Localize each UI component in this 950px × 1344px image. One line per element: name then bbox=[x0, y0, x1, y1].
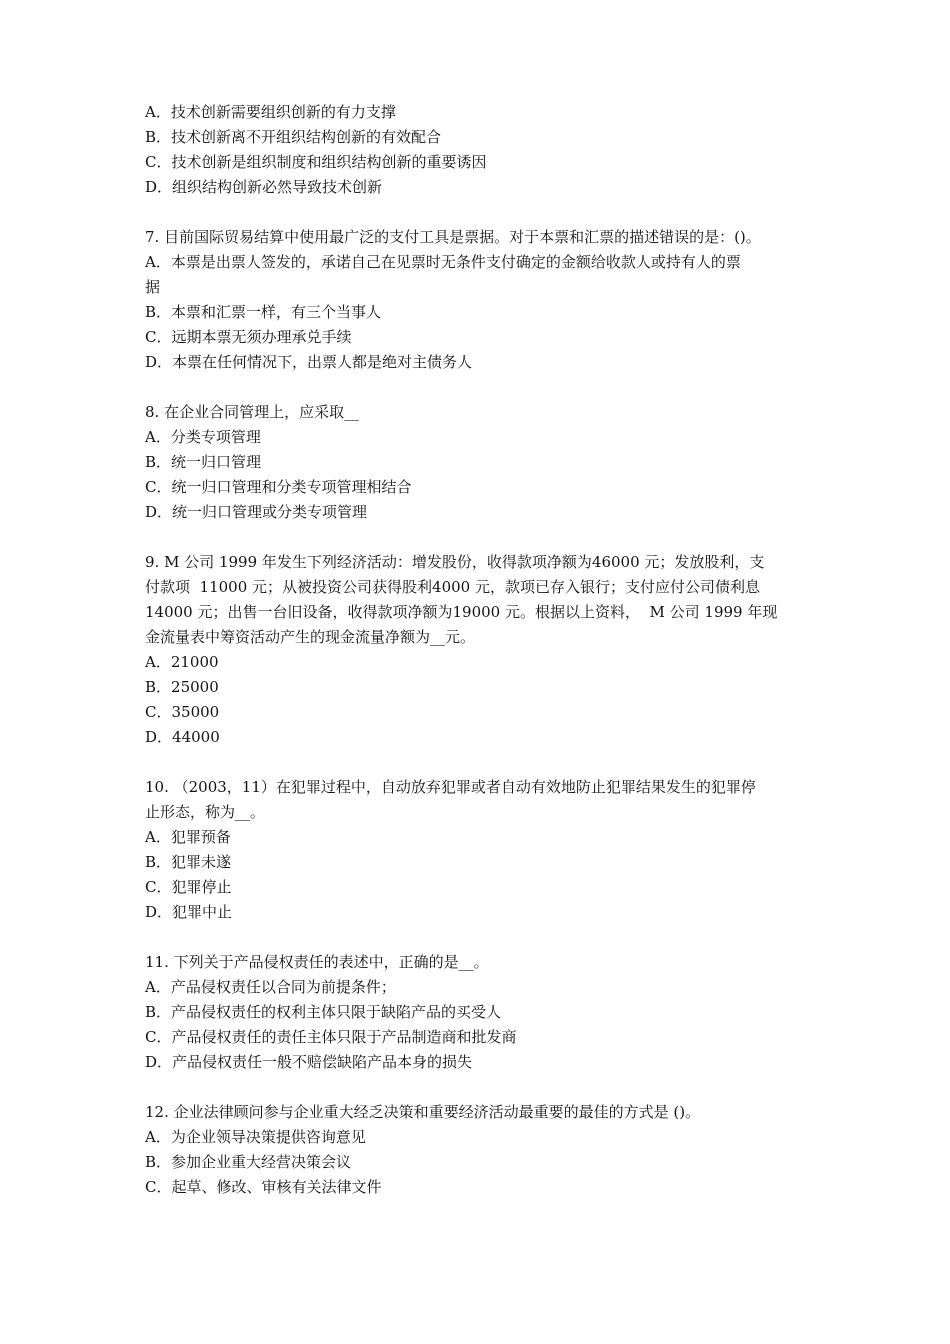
option-b: B．本票和汇票一样，有三个当事人 bbox=[145, 303, 382, 321]
option-b: B．产品侵权责任的权利主体只限于缺陷产品的买受人 bbox=[145, 1003, 502, 1021]
option-a: A．为企业领导决策提供咨询意见 bbox=[145, 1128, 366, 1146]
option-c: C．起草、修改、审核有关法律文件 bbox=[145, 1178, 382, 1196]
option-a-continued: 据 bbox=[145, 278, 161, 296]
option-a: A．21000 bbox=[145, 653, 219, 671]
option-d: D．组织结构创新必然导致技术创新 bbox=[145, 178, 383, 196]
option-d: D．产品侵权责任一般不赔偿缺陷产品本身的损失 bbox=[145, 1053, 473, 1071]
question-stem-line-1: 10. （2003，11）在犯罪过程中，自动放弃犯罪或者自动有效地防止犯罪结果发生的犯罪停 bbox=[145, 778, 756, 796]
question-12 bbox=[145, 1100, 817, 1200]
option-d: D．44000 bbox=[145, 728, 220, 746]
option-b: B．统一归口管理 bbox=[145, 453, 262, 471]
option-c: C．犯罪停止 bbox=[145, 878, 232, 896]
question-10 bbox=[145, 775, 817, 925]
option-c: C．35000 bbox=[145, 703, 220, 721]
option-c: C．远期本票无须办理承兑手续 bbox=[145, 328, 352, 346]
option-a: A．产品侵权责任以合同为前提条件； bbox=[145, 978, 396, 996]
option-b: B．技术创新离不开组织结构创新的有效配合 bbox=[145, 128, 442, 146]
question-7 bbox=[145, 225, 817, 375]
option-b: B．25000 bbox=[145, 678, 219, 696]
document-page bbox=[145, 100, 817, 1200]
option-b: B．犯罪未遂 bbox=[145, 853, 232, 871]
option-a: A．技术创新需要组织创新的有力支撑 bbox=[145, 103, 396, 121]
option-c: C．产品侵权责任的责任主体只限于产品制造商和批发商 bbox=[145, 1028, 517, 1046]
question-stem: 12. 企业法律顾问参与企业重大经乏决策和重要经济活动最重要的最佳的方式是 ()。 bbox=[145, 1103, 701, 1121]
option-d: D．统一归口管理或分类专项管理 bbox=[145, 503, 368, 521]
question-stem: 11. 下列关于产品侵权责任的表述中，正确的是__。 bbox=[145, 953, 489, 971]
option-a: A．分类专项管理 bbox=[145, 428, 261, 446]
question-stem-line-1: 9. M 公司 1999 年发生下列经济活动：增发股份，收得款项净额为46000 元；发放股利，支 bbox=[145, 553, 765, 571]
previous-question-options bbox=[145, 100, 817, 200]
question-stem-line-2: 付款项 11000 元；从被投资公司获得股利4000 元，款项已存入银行；支付应付公司债利息 bbox=[145, 578, 760, 596]
option-c: C．统一归口管理和分类专项管理相结合 bbox=[145, 478, 412, 496]
option-a: A．犯罪预备 bbox=[145, 828, 231, 846]
question-stem: 8. 在企业合同管理上，应采取__ bbox=[145, 403, 360, 421]
question-stem-line-4: 金流量表中筹资活动产生的现金流量净额为__元。 bbox=[145, 628, 476, 646]
question-8 bbox=[145, 400, 817, 525]
option-d: D．本票在任何情况下，出票人都是绝对主债务人 bbox=[145, 353, 473, 371]
option-b: B．参加企业重大经营决策会议 bbox=[145, 1153, 352, 1171]
option-d: D．犯罪中止 bbox=[145, 903, 233, 921]
question-9 bbox=[145, 550, 817, 750]
question-11 bbox=[145, 950, 817, 1075]
option-c: C．技术创新是组织制度和组织结构创新的重要诱因 bbox=[145, 153, 487, 171]
question-stem-line-3: 14000 元；出售一台旧设备，收得款项净额为19000 元。根据以上资料， M 公司 1999 年现 bbox=[145, 603, 778, 621]
option-a: A．本票是出票人签发的，承诺自己在见票时无条件支付确定的金额给收款人或持有人的票 bbox=[145, 253, 741, 271]
question-stem-line-2: 止形态，称为__。 bbox=[145, 803, 266, 821]
question-stem: 7. 目前国际贸易结算中使用最广泛的支付工具是票据。对于本票和汇票的描述错误的是：()。 bbox=[145, 228, 761, 246]
